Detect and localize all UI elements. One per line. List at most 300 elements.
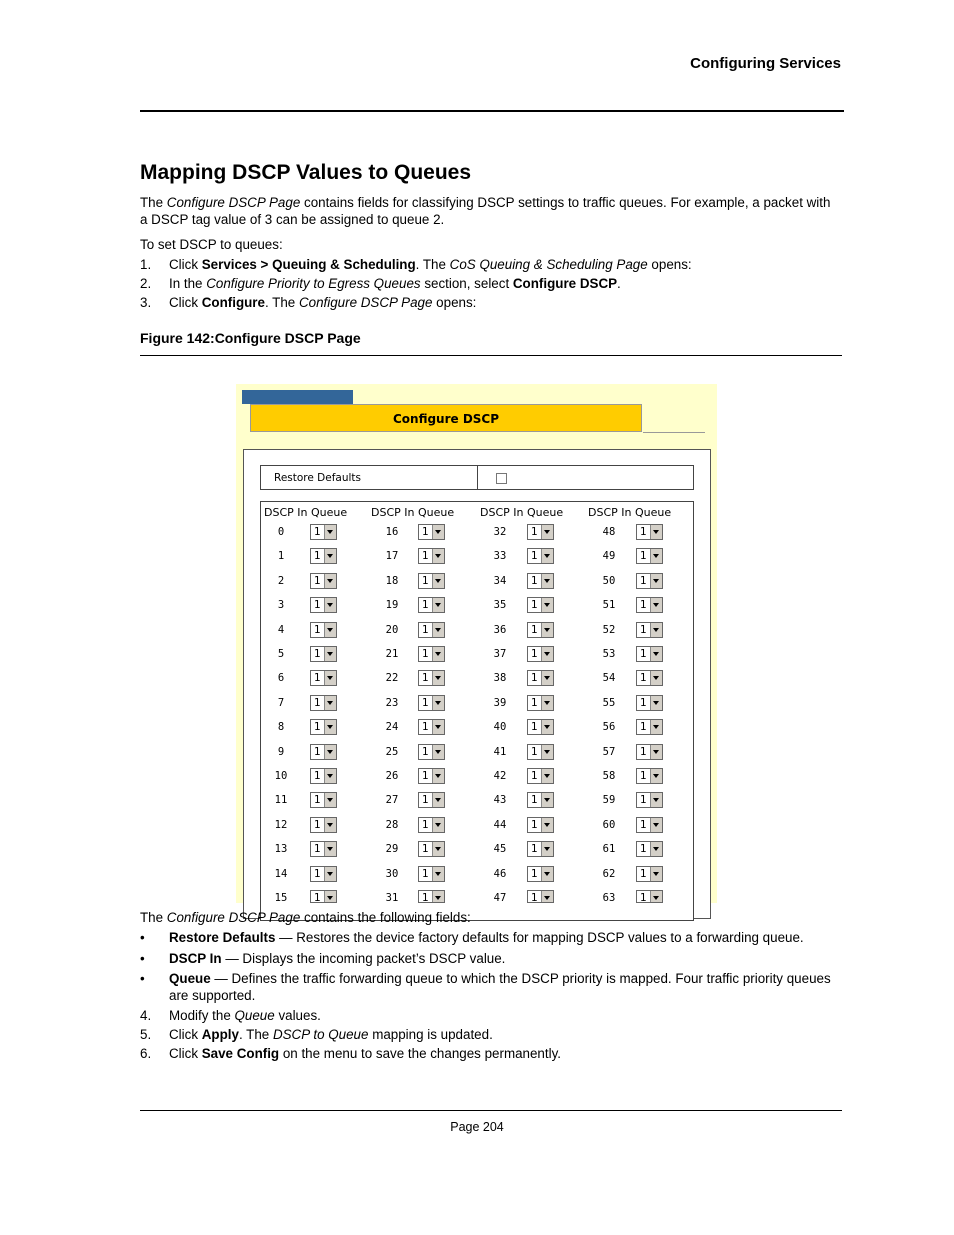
step-text: In the xyxy=(169,276,207,291)
queue-select[interactable] xyxy=(527,548,554,564)
queue-select-value: 1 xyxy=(640,745,647,758)
dscp-value: 20 xyxy=(385,623,399,636)
bullet-icon: • xyxy=(140,951,145,966)
queue-select-value: 1 xyxy=(531,794,538,807)
queue-select-value: 1 xyxy=(422,867,429,880)
queue-select[interactable] xyxy=(636,768,663,784)
step-item xyxy=(140,1045,561,1062)
dropdown-arrow-icon[interactable] xyxy=(432,623,444,637)
dscp-value: 61 xyxy=(602,843,616,856)
step-number: 3. xyxy=(140,295,152,310)
dscp-value: 39 xyxy=(493,696,507,709)
queue-select[interactable] xyxy=(527,670,554,686)
queue-select-value: 1 xyxy=(640,550,647,563)
queue-select-value: 1 xyxy=(640,672,647,685)
queue-select[interactable] xyxy=(418,524,445,540)
dscp-value: 62 xyxy=(602,867,616,880)
queue-select[interactable] xyxy=(418,890,445,903)
dropdown-arrow-icon[interactable] xyxy=(650,525,662,539)
dropdown-arrow-icon[interactable] xyxy=(432,598,444,612)
queue-select-value: 1 xyxy=(640,623,647,636)
dropdown-arrow-icon[interactable] xyxy=(541,867,553,881)
queue-select[interactable] xyxy=(310,890,337,903)
step-text: mapping is updated. xyxy=(368,1027,493,1042)
dscp-value: 31 xyxy=(385,892,399,904)
step-text: Save Config xyxy=(201,1046,280,1061)
dropdown-arrow-icon[interactable] xyxy=(650,818,662,832)
queue-select[interactable] xyxy=(527,597,554,613)
dscp-value: 55 xyxy=(602,696,616,709)
queue-select[interactable] xyxy=(527,744,554,760)
queue-select[interactable] xyxy=(527,792,554,808)
queue-select[interactable] xyxy=(418,597,445,613)
queue-select-value: 1 xyxy=(531,696,538,709)
dropdown-arrow-icon[interactable] xyxy=(650,891,662,903)
queue-select-value: 1 xyxy=(531,818,538,831)
queue-select-value: 1 xyxy=(640,818,647,831)
intro-paragraph: The Configure DSCP Page contains fields for classifying DSCP settings to traffic queues. For example, a packet with a DSCP tag value of 3 can be assigned to queue 2. xyxy=(140,195,831,227)
dropdown-arrow-icon[interactable] xyxy=(541,574,553,588)
dropdown-arrow-icon[interactable] xyxy=(432,647,444,661)
queue-select-value: 1 xyxy=(314,794,321,807)
dropdown-arrow-icon[interactable] xyxy=(432,769,444,783)
running-header: Configuring Services xyxy=(690,55,841,72)
queue-select-value: 1 xyxy=(422,526,429,538)
dscp-value: 25 xyxy=(385,745,399,758)
dropdown-arrow-icon[interactable] xyxy=(324,842,336,856)
step-text: Click xyxy=(169,257,202,272)
step-text: . The xyxy=(415,257,450,272)
step-text: section, select xyxy=(420,276,513,291)
page-banner: Configure DSCP xyxy=(250,404,642,432)
dscp-value: 13 xyxy=(274,843,288,856)
dscp-value: 0 xyxy=(277,526,285,538)
step-item xyxy=(140,275,621,292)
queue-select[interactable] xyxy=(527,573,554,589)
restore-defaults-checkbox[interactable] xyxy=(496,473,507,484)
queue-select[interactable] xyxy=(418,719,445,735)
queue-select-value: 1 xyxy=(640,526,647,538)
queue-select-value: 1 xyxy=(531,867,538,880)
dscp-value: 1 xyxy=(277,550,285,563)
queue-select-value: 1 xyxy=(531,843,538,856)
dropdown-arrow-icon[interactable] xyxy=(650,549,662,563)
dscp-value: 46 xyxy=(493,867,507,880)
step-text: Configure Priority to Egress Queues xyxy=(206,276,421,291)
queue-select[interactable] xyxy=(418,695,445,711)
dropdown-arrow-icon[interactable] xyxy=(650,867,662,881)
queue-select-value: 1 xyxy=(422,818,429,831)
dropdown-arrow-icon[interactable] xyxy=(324,671,336,685)
dscp-value: 52 xyxy=(602,623,616,636)
dscp-value: 29 xyxy=(385,843,399,856)
header-rule xyxy=(140,110,844,112)
queue-select[interactable] xyxy=(527,719,554,735)
dropdown-arrow-icon[interactable] xyxy=(541,745,553,759)
step-text: opens: xyxy=(432,295,477,310)
queue-select-value: 1 xyxy=(314,696,321,709)
step-text: Click xyxy=(169,1046,202,1061)
dropdown-arrow-icon[interactable] xyxy=(650,598,662,612)
queue-select[interactable] xyxy=(636,573,663,589)
dropdown-arrow-icon[interactable] xyxy=(541,720,553,734)
step-number: 4. xyxy=(140,1008,152,1023)
queue-select[interactable] xyxy=(310,548,337,564)
queue-select[interactable] xyxy=(310,646,337,662)
queue-select[interactable] xyxy=(636,792,663,808)
dropdown-arrow-icon[interactable] xyxy=(432,525,444,539)
queue-select[interactable] xyxy=(636,548,663,564)
dropdown-arrow-icon[interactable] xyxy=(432,574,444,588)
dscp-value: 10 xyxy=(274,770,288,782)
dropdown-arrow-icon[interactable] xyxy=(324,745,336,759)
queue-select[interactable] xyxy=(527,866,554,882)
column-header: DSCP In Queue xyxy=(264,506,348,519)
dscp-value: 2 xyxy=(277,574,285,587)
queue-select-value: 1 xyxy=(314,623,321,636)
queue-select[interactable] xyxy=(418,792,445,808)
step-text: values. xyxy=(274,1008,321,1023)
dropdown-arrow-icon[interactable] xyxy=(541,598,553,612)
queue-select[interactable] xyxy=(636,695,663,711)
step-text: Services > Queuing & Scheduling xyxy=(201,257,416,272)
queue-select-value: 1 xyxy=(640,794,647,807)
dscp-value: 41 xyxy=(493,745,507,758)
queue-select[interactable] xyxy=(418,841,445,857)
dscp-value: 57 xyxy=(602,745,616,758)
dscp-value: 14 xyxy=(274,867,288,880)
dscp-value: 4 xyxy=(277,623,285,636)
field-name: Queue xyxy=(169,971,211,986)
queue-select[interactable] xyxy=(636,646,663,662)
dscp-value: 3 xyxy=(277,599,285,612)
dropdown-arrow-icon[interactable] xyxy=(324,696,336,710)
dropdown-arrow-icon[interactable] xyxy=(541,769,553,783)
dscp-value: 43 xyxy=(493,794,507,807)
banner-line xyxy=(643,432,705,433)
dropdown-arrow-icon[interactable] xyxy=(541,891,553,903)
queue-select[interactable] xyxy=(418,548,445,564)
dropdown-arrow-icon[interactable] xyxy=(432,867,444,881)
field-name: DSCP In xyxy=(169,951,222,966)
queue-select-value: 1 xyxy=(531,770,538,782)
queue-select[interactable] xyxy=(418,768,445,784)
dscp-value: 38 xyxy=(493,672,507,685)
dropdown-arrow-icon[interactable] xyxy=(541,647,553,661)
dropdown-arrow-icon[interactable] xyxy=(650,793,662,807)
dscp-value: 5 xyxy=(277,648,285,660)
dropdown-arrow-icon[interactable] xyxy=(650,647,662,661)
queue-select[interactable] xyxy=(636,524,663,540)
queue-select-value: 1 xyxy=(314,745,321,758)
step-text: Apply xyxy=(201,1027,239,1042)
queue-select-value: 1 xyxy=(422,843,429,856)
dscp-value: 21 xyxy=(385,648,399,660)
dscp-value: 24 xyxy=(385,721,399,734)
dropdown-arrow-icon[interactable] xyxy=(432,720,444,734)
dscp-value: 40 xyxy=(493,721,507,734)
queue-select-value: 1 xyxy=(422,696,429,709)
queue-select-value: 1 xyxy=(314,818,321,831)
dscp-value: 26 xyxy=(385,770,399,782)
field-text: — Restores the device factory defaults for mapping DSCP values to a forwarding queue. xyxy=(275,930,804,945)
queue-select[interactable] xyxy=(636,744,663,760)
queue-select-value: 1 xyxy=(640,770,647,782)
dropdown-arrow-icon[interactable] xyxy=(324,720,336,734)
step-text: CoS Queuing & Scheduling Page xyxy=(449,257,648,272)
dscp-value: 15 xyxy=(274,892,288,904)
dropdown-arrow-icon[interactable] xyxy=(541,525,553,539)
dropdown-arrow-icon[interactable] xyxy=(324,598,336,612)
queue-select-value: 1 xyxy=(314,843,321,856)
dropdown-arrow-icon[interactable] xyxy=(432,745,444,759)
figure-caption: Figure 142:Configure DSCP Page xyxy=(140,330,361,346)
dscp-value: 8 xyxy=(277,721,285,734)
dropdown-arrow-icon[interactable] xyxy=(541,818,553,832)
dscp-value: 42 xyxy=(493,770,507,782)
dscp-value: 16 xyxy=(385,526,399,538)
queue-select[interactable] xyxy=(636,670,663,686)
step-text: . xyxy=(617,276,621,291)
queue-select[interactable] xyxy=(636,597,663,613)
dropdown-arrow-icon[interactable] xyxy=(324,891,336,903)
dropdown-arrow-icon[interactable] xyxy=(650,671,662,685)
dropdown-arrow-icon[interactable] xyxy=(541,671,553,685)
queue-select-value: 1 xyxy=(314,526,321,538)
queue-select-value: 1 xyxy=(422,721,429,734)
dropdown-arrow-icon[interactable] xyxy=(650,574,662,588)
queue-select[interactable] xyxy=(527,890,554,903)
step-text: DSCP to Queue xyxy=(272,1027,369,1042)
dscp-value: 17 xyxy=(385,550,399,563)
queue-select[interactable] xyxy=(527,695,554,711)
queue-select[interactable] xyxy=(310,866,337,882)
step-text: . The xyxy=(264,295,299,310)
dscp-value: 36 xyxy=(493,623,507,636)
dscp-value: 45 xyxy=(493,843,507,856)
step-item xyxy=(140,1007,321,1024)
queue-select-value: 1 xyxy=(531,892,538,903)
set-intro: To set DSCP to queues: xyxy=(140,237,283,252)
queue-select-value: 1 xyxy=(531,648,538,660)
queue-select[interactable] xyxy=(310,744,337,760)
step-text: on the menu to save the changes permanently. xyxy=(279,1046,562,1061)
queue-select[interactable] xyxy=(527,841,554,857)
dscp-value: 33 xyxy=(493,550,507,563)
dropdown-arrow-icon[interactable] xyxy=(432,549,444,563)
dscp-value: 56 xyxy=(602,721,616,734)
queue-select-value: 1 xyxy=(531,599,538,612)
queue-select-value: 1 xyxy=(640,843,647,856)
page-number: Page 204 xyxy=(450,1120,504,1134)
dropdown-arrow-icon[interactable] xyxy=(541,549,553,563)
dropdown-arrow-icon[interactable] xyxy=(324,549,336,563)
queue-select[interactable] xyxy=(310,573,337,589)
dropdown-arrow-icon[interactable] xyxy=(432,842,444,856)
queue-select-value: 1 xyxy=(422,550,429,563)
dscp-value: 34 xyxy=(493,574,507,587)
dscp-value: 27 xyxy=(385,794,399,807)
queue-select-value: 1 xyxy=(422,574,429,587)
queue-select-value: 1 xyxy=(314,599,321,612)
queue-select[interactable] xyxy=(527,622,554,638)
dscp-value: 44 xyxy=(493,818,507,831)
dscp-value: 58 xyxy=(602,770,616,782)
queue-select-value: 1 xyxy=(422,599,429,612)
queue-select[interactable] xyxy=(636,719,663,735)
dropdown-arrow-icon[interactable] xyxy=(541,696,553,710)
queue-select-value: 1 xyxy=(640,599,647,612)
step-text: Queue xyxy=(234,1008,275,1023)
footer-rule xyxy=(140,1110,842,1111)
step-text: Configure DSCP Page xyxy=(298,295,433,310)
step-item xyxy=(140,1026,493,1043)
queue-select[interactable] xyxy=(310,817,337,833)
queue-select-value: 1 xyxy=(422,648,429,660)
step-text: Configure xyxy=(201,295,265,310)
dropdown-arrow-icon[interactable] xyxy=(650,720,662,734)
queue-select-value: 1 xyxy=(314,574,321,587)
dscp-value: 19 xyxy=(385,599,399,612)
queue-select[interactable] xyxy=(527,768,554,784)
column-header: DSCP In Queue xyxy=(371,506,455,519)
step-text: Click xyxy=(169,1027,202,1042)
queue-select-value: 1 xyxy=(640,648,647,660)
queue-select-value: 1 xyxy=(531,574,538,587)
queue-select[interactable] xyxy=(418,744,445,760)
queue-select[interactable] xyxy=(418,817,445,833)
field-text: — Defines the traffic forwarding queue to which the DSCP priority is mapped. Four traffic priority queues are supported. xyxy=(169,971,831,1003)
queue-select[interactable] xyxy=(310,841,337,857)
queue-select[interactable] xyxy=(310,597,337,613)
queue-select-value: 1 xyxy=(531,721,538,734)
dropdown-arrow-icon[interactable] xyxy=(541,842,553,856)
queue-select-value: 1 xyxy=(314,672,321,685)
step-text: opens: xyxy=(647,257,692,272)
step-text: Modify the xyxy=(169,1008,235,1023)
dropdown-arrow-icon[interactable] xyxy=(432,818,444,832)
restore-defaults-label: Restore Defaults xyxy=(274,472,362,484)
dscp-value: 22 xyxy=(385,672,399,685)
queue-select[interactable] xyxy=(527,646,554,662)
queue-select-value: 1 xyxy=(640,696,647,709)
step-text: . The xyxy=(238,1027,273,1042)
queue-select-value: 1 xyxy=(314,867,321,880)
queue-select[interactable] xyxy=(418,573,445,589)
queue-select[interactable] xyxy=(636,622,663,638)
dropdown-arrow-icon[interactable] xyxy=(324,647,336,661)
dropdown-arrow-icon[interactable] xyxy=(650,769,662,783)
queue-select[interactable] xyxy=(310,524,337,540)
queue-select[interactable] xyxy=(310,792,337,808)
dscp-value: 48 xyxy=(602,526,616,538)
queue-select-value: 1 xyxy=(531,672,538,685)
restore-divider xyxy=(477,465,478,490)
step-text: Configure DSCP xyxy=(512,276,618,291)
queue-select[interactable] xyxy=(418,646,445,662)
queue-select-value: 1 xyxy=(422,794,429,807)
dropdown-arrow-icon[interactable] xyxy=(324,574,336,588)
dscp-value: 54 xyxy=(602,672,616,685)
queue-select-value: 1 xyxy=(422,672,429,685)
column-header: DSCP In Queue xyxy=(480,506,564,519)
queue-select[interactable] xyxy=(310,768,337,784)
queue-select[interactable] xyxy=(418,622,445,638)
queue-select[interactable] xyxy=(636,890,663,903)
dscp-value: 60 xyxy=(602,818,616,831)
dscp-value: 47 xyxy=(493,892,507,904)
queue-select[interactable] xyxy=(527,524,554,540)
dscp-value: 6 xyxy=(277,672,285,685)
dropdown-arrow-icon[interactable] xyxy=(432,891,444,903)
queue-select-value: 1 xyxy=(314,892,321,903)
dscp-value: 12 xyxy=(274,818,288,831)
figure-rule xyxy=(140,355,842,356)
queue-select-value: 1 xyxy=(531,623,538,636)
dscp-value: 37 xyxy=(493,648,507,660)
queue-select[interactable] xyxy=(527,817,554,833)
dscp-value: 18 xyxy=(385,574,399,587)
step-item xyxy=(140,256,692,273)
queue-select[interactable] xyxy=(310,695,337,711)
dropdown-arrow-icon[interactable] xyxy=(324,623,336,637)
queue-select-value: 1 xyxy=(531,526,538,538)
fields-intro: The Configure DSCP Page contains the following fields: xyxy=(140,910,471,925)
queue-select[interactable] xyxy=(418,866,445,882)
queue-select-value: 1 xyxy=(531,745,538,758)
dropdown-arrow-icon[interactable] xyxy=(650,623,662,637)
queue-select[interactable] xyxy=(310,622,337,638)
dropdown-arrow-icon[interactable] xyxy=(324,793,336,807)
step-number: 5. xyxy=(140,1027,152,1042)
step-number: 2. xyxy=(140,276,152,291)
field-description xyxy=(169,950,839,967)
queue-select[interactable] xyxy=(636,841,663,857)
queue-select[interactable] xyxy=(636,817,663,833)
queue-select[interactable] xyxy=(310,670,337,686)
queue-select-value: 1 xyxy=(422,770,429,782)
dropdown-arrow-icon[interactable] xyxy=(324,525,336,539)
dropdown-arrow-icon[interactable] xyxy=(650,696,662,710)
dscp-value: 59 xyxy=(602,794,616,807)
queue-select[interactable] xyxy=(636,866,663,882)
dropdown-arrow-icon[interactable] xyxy=(432,793,444,807)
queue-select-value: 1 xyxy=(314,770,321,782)
section-title: Mapping DSCP Values to Queues xyxy=(140,161,472,184)
queue-select[interactable] xyxy=(310,719,337,735)
dropdown-arrow-icon[interactable] xyxy=(650,745,662,759)
dropdown-arrow-icon[interactable] xyxy=(324,867,336,881)
dscp-value: 9 xyxy=(277,745,285,758)
dropdown-arrow-icon[interactable] xyxy=(432,671,444,685)
queue-select[interactable] xyxy=(418,670,445,686)
dropdown-arrow-icon[interactable] xyxy=(432,696,444,710)
nav-tab xyxy=(242,390,353,404)
dropdown-arrow-icon[interactable] xyxy=(324,818,336,832)
dropdown-arrow-icon[interactable] xyxy=(541,623,553,637)
dropdown-arrow-icon[interactable] xyxy=(541,793,553,807)
queue-select-value: 1 xyxy=(640,721,647,734)
step-item xyxy=(140,294,476,311)
step-number: 6. xyxy=(140,1046,152,1061)
dscp-value: 35 xyxy=(493,599,507,612)
dropdown-arrow-icon[interactable] xyxy=(650,842,662,856)
column-header: DSCP In Queue xyxy=(588,506,672,519)
step-text: Click xyxy=(169,295,202,310)
dscp-value: 11 xyxy=(274,794,288,807)
queue-select-value: 1 xyxy=(640,867,647,880)
dropdown-arrow-icon[interactable] xyxy=(324,769,336,783)
